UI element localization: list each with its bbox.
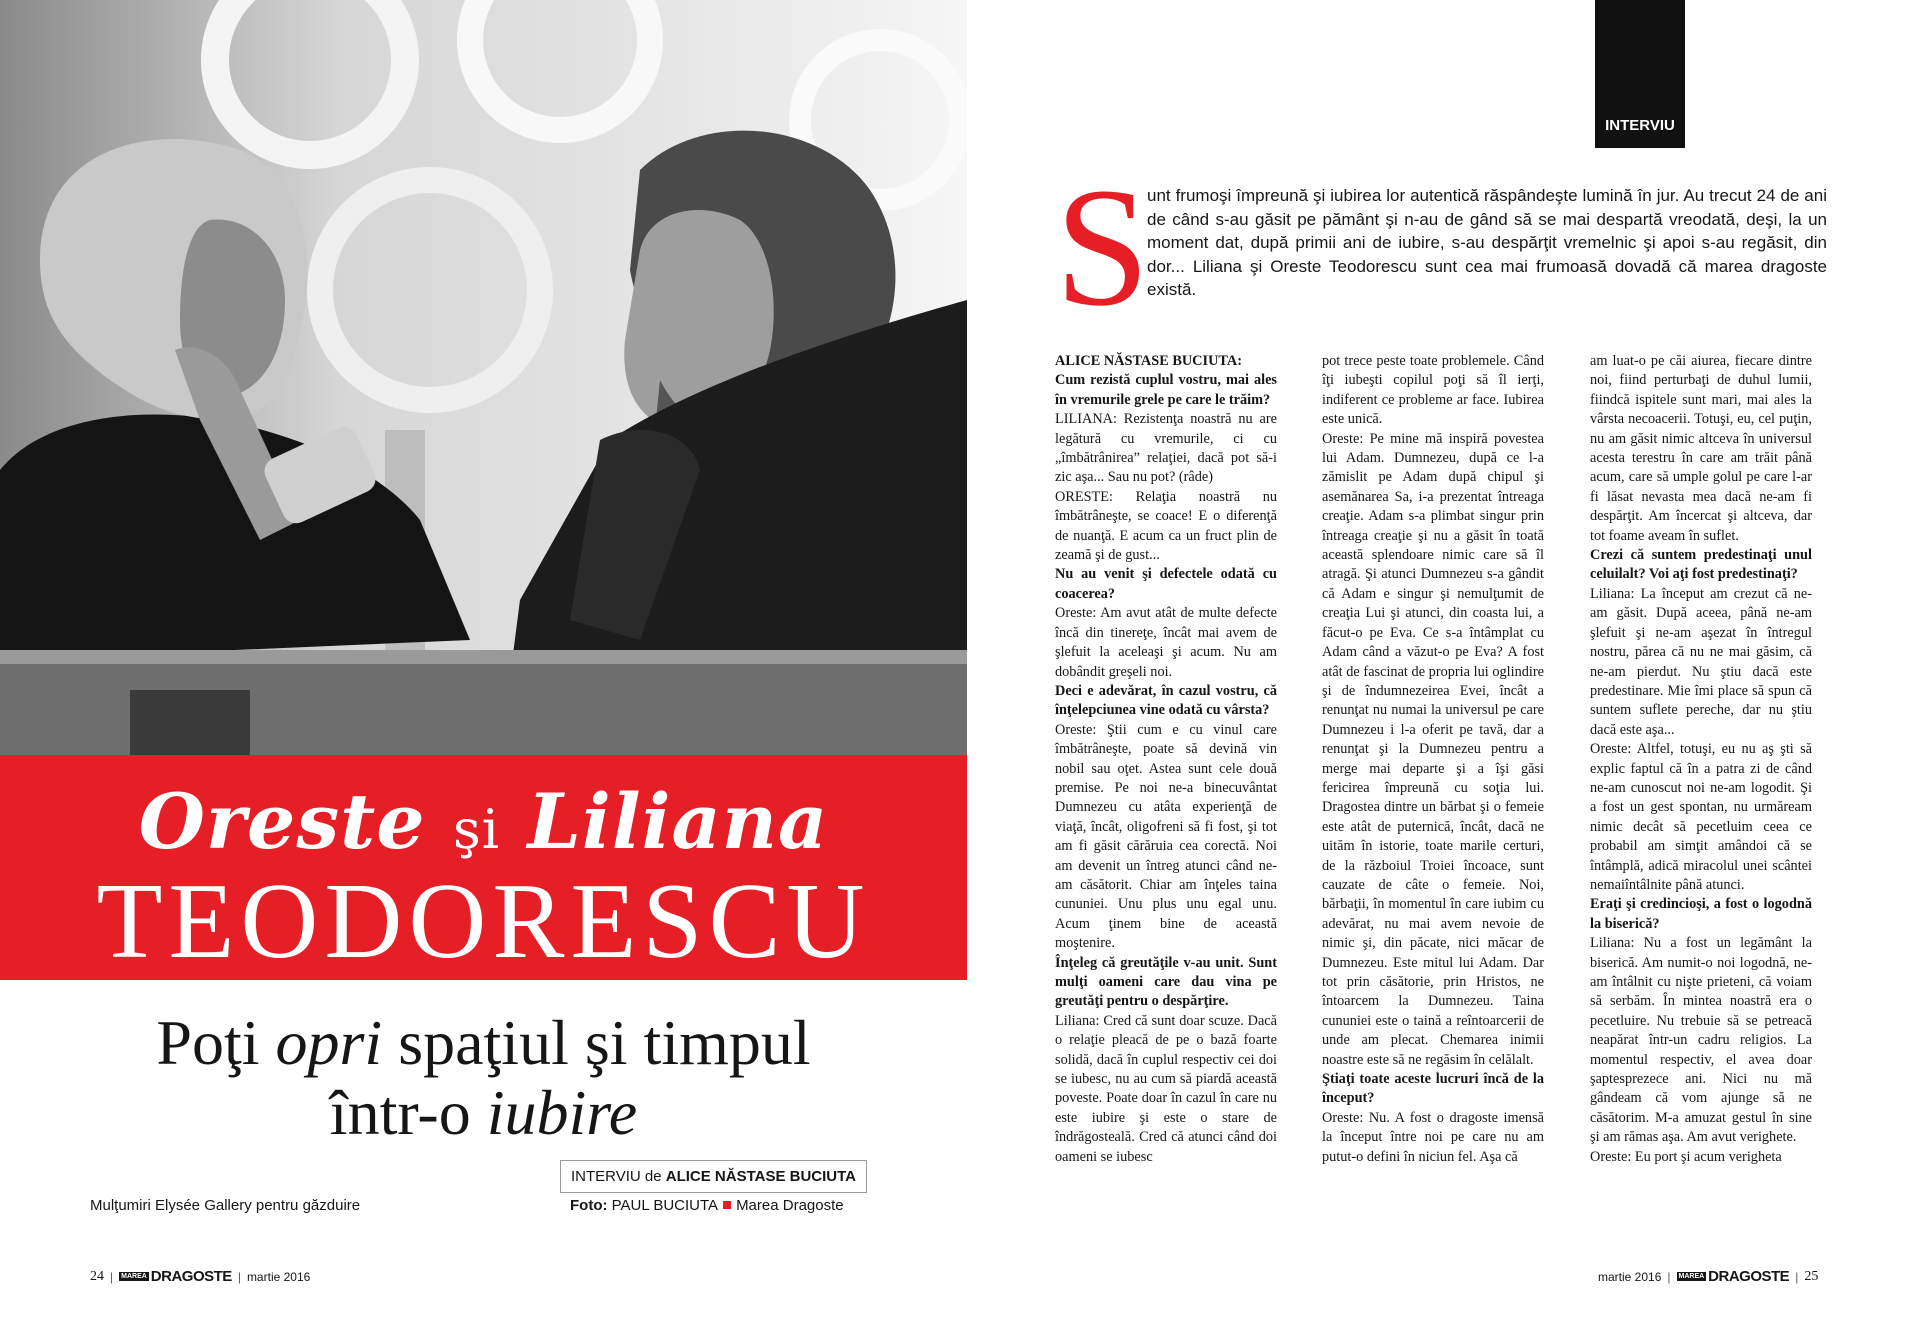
subtitle-text: Poţi (156, 1007, 276, 1078)
interview-question: ALICE NĂSTASE BUCIUTA: (1055, 353, 1242, 369)
title-conjunction: şi (453, 798, 501, 861)
photo-author: PAUL BUCIUTA (611, 1197, 719, 1214)
page-number: 25 (1804, 1268, 1819, 1284)
credit-prefix: INTERVIU de (570, 1168, 666, 1185)
interview-question: Eraţi şi credincioşi, a fost o logodnă la biserică? (1590, 896, 1812, 932)
title-names (0, 777, 967, 866)
logo-mark: MAREA (1678, 1273, 1705, 1280)
subtitle-text: spaţiul şi timpul (382, 1007, 811, 1078)
issue-date: martie 2016 (246, 1269, 311, 1284)
interview-answer: Liliana: La început am crezut că ne-am găsit. După aceea, până ne-am şlefuit şi ne-am aşezat în întregul nostru, părea că nu ne mai găsim, că ne-am pierdut. Nu ştiu dacă este predestinare. Mie îmi place să spun că suntem suflete pereche, dar nu ştiu dacă este aşa... (1590, 585, 1812, 738)
footer-divider: | (110, 1269, 114, 1284)
logo-mark: MAREA (121, 1273, 147, 1280)
interview-answer: ORESTE: Relaţia noastră nu îmbătrâneşte, se coace! E o diferenţă de nuanţă. E acum ca un fruct plin de zeamă şi de gust... (1055, 488, 1277, 564)
couple-photo (0, 0, 967, 755)
subtitle-text: într-o (329, 1077, 487, 1148)
title-first-name: Oreste (138, 777, 426, 866)
page-number: 24 (90, 1268, 104, 1284)
article-subtitle (0, 1008, 967, 1148)
logo-word: DRAGOSTE (1708, 1268, 1790, 1285)
interview-answer: pot trece peste toate problemele. Când îţi iubeşti copilul poţi să îl ierţi, indiferent ce probleme ar face. Iubirea este unică. (1322, 353, 1544, 428)
footer-divider: | (1795, 1269, 1799, 1284)
intro-text: unt frumoşi împreună şi iubirea lor autentică răspândeşte lumină în jur. Au trecut 24 de ani de când s-au găsit pe pământ şi n-au de gând să se mai despartă vreodată, deşi, la un moment dat, după primii ani de iubire, s-au despărţit vremelnic şi apoi s-au regăsit, din dor... Liliana şi Oreste Teodorescu sunt cea mai frumoasă dovadă că marea dragoste există. (1147, 186, 1827, 299)
interview-question: Deci e adevărat, în cazul vostru, că înţelepciunea vine odată cu vârsta? (1055, 682, 1277, 719)
interview-question: Crezi că suntem predestinaţi unul celuilalt? Voi aţi fost predestinaţi? (1590, 547, 1812, 583)
magazine-logo (1677, 1268, 1790, 1285)
title-surname: TEODORESCU (96, 862, 871, 981)
photo-source: Marea Dragoste (736, 1197, 844, 1214)
drop-cap: S (1055, 153, 1150, 341)
photo-illustration (0, 0, 967, 755)
footer-divider: | (237, 1269, 241, 1284)
interview-answer: am luat-o pe căi aiurea, fiecare dintre noi, fiind perturbaţi de duhul lumii, fiindcă ispitele sunt mari, mai ales la vârsta necoacerii. Totuşi, eu, cel puţin, nu am găsit nimic altceva în universul acesta terestru în care am trăit până acum, care să umple golul pe care l-ar fi lăsat nevasta mea dacă ne-am fi despărţit. Am încercat şi altceva, dar tot foame aveam în suflet. (1590, 353, 1812, 544)
section-tag-label: INTERVIU (1605, 117, 1675, 134)
text-column-2 (1322, 352, 1544, 1222)
interview-answer: Oreste: Am avut atât de multe defecte încă din tinereţe, încât mai avem de şlefuit la aceleaşi şi acum. Nu am dobândit greşeli noi. (1055, 605, 1277, 680)
section-tag (1595, 0, 1685, 148)
interview-question: Înţeleg că greutăţile v-au unit. Sunt mulţi oameni care dau vina pe greutăţi pentru o despărţire. (1055, 954, 1277, 1010)
interview-answer: Oreste: Ştii cum e cu vinul care îmbătrâneşte, poate să devină vin nobil sau oţet. Astea sunt cele două premise. Pe noi ne-a binecuvântat Dumnezeu cu atâta experienţă de viaţă, încât, oligofreni să fi fost, şi tot am fi găsit cărăruia cea corectă. Noi am devenit un întreg atunci când ne-am căsătorit. Chiar am înţeles taina cununiei. Unu plus unu egal unu. Acum ţinem bine de această moştenire. (1055, 721, 1277, 952)
text-column-3 (1590, 352, 1812, 1222)
interview-question: Ştiaţi toate aceste lucruri încă de la început? (1322, 1071, 1544, 1107)
footer-left (90, 1268, 310, 1285)
issue-date: martie 2016 (1598, 1269, 1662, 1284)
title-second-name: Liliana (527, 777, 829, 866)
interview-question: Cum rezistă cuplul vostru, mai ales în vremurile grele pe care le trăim? (1055, 372, 1277, 408)
interview-answer: Liliana: Nu a fost un legământ la biserică. Am numit-o noi logodnă, ne-am întâlnit cu nişte prieteni, că voiam să serbăm. În mintea noastră era o pecetluire. Nu trebuie să se petreacă neapărat într-un cadru religios. La momentul respectiv, el avea doar şaptesprezece ani. Nici nu mă gândeam că vom ajunge să ne căsătorim. M-a amuzat gestul în sine şi am rămas aşa. Am avut verighete. (1590, 935, 1812, 1146)
subtitle-line-1 (0, 1008, 967, 1078)
interview-answer: LILIANA: Rezistenţa noastră nu are legătură cu vremurile, ci cu „îmbătrânirea” relaţiei, dacă pot să-i zic aşa... Sau nu pot? (râde) (1055, 411, 1277, 486)
red-square-icon (723, 1201, 731, 1209)
footer-right (1598, 1268, 1818, 1285)
title-band (0, 755, 967, 980)
interview-answer: Oreste: Nu. A fost o dragoste imensă la început între noi pe care nu am putut-o defini în niciun fel. Aşa că (1322, 1109, 1544, 1165)
logo-word: DRAGOSTE (150, 1268, 232, 1285)
article-intro (1147, 184, 1827, 302)
interview-answer: Liliana: Cred că sunt doar scuze. Dacă o relaţie pleacă de pe o bază foarte solidă, dacă în cuplul respectiv cei doi se iubesc, nu au cum să piardă această poveste. Poate doar în cazul în care nu este iubire şi este o stare de îndrăgosteală. Cred că atunci când doi oameni se iubesc (1055, 1012, 1277, 1165)
magazine-logo (119, 1268, 232, 1285)
interview-answer: Oreste: Eu port şi acum verigheta (1590, 1148, 1782, 1165)
photo-label: Foto: (570, 1197, 608, 1214)
footer-divider: | (1667, 1269, 1671, 1284)
interview-answer: Oreste: Altfel, totuşi, eu nu aş şti să explic faptul că în a patra zi de când ne-am cunoscut noi ne-am logodit. Şi a fost un gest spontan, nu urmăream nimic decât să pecetluim ceea ce probabil am simţit amândoi că se întâmplă, adică miracolul unei scântei nemaiîntâlnite până atunci. (1590, 741, 1812, 893)
subtitle-emphasis: opri (275, 1007, 383, 1078)
interview-credit (560, 1160, 867, 1193)
interview-question: Nu au venit şi defectele odată cu coacerea? (1055, 566, 1277, 602)
photo-credit (570, 1197, 844, 1214)
thanks-note: Mulţumiri Elysée Gallery pentru găzduire (90, 1197, 361, 1214)
credit-author: ALICE NĂSTASE BUCIUTA (665, 1168, 857, 1185)
interview-answer: Oreste: Pe mine mă inspiră povestea lui Adam. Dumnezeu, după ce l-a zămislit pe Adam după chipul şi asemănarea Sa, i-a prezentat întreaga creaţie. Adam s-a plimbat singur prin întreaga creaţie şi nu a găsit în toată această splendoare nimic care să îl atragă. Şi atunci Dumnezeu s-a gândit că Adam e singur şi nemulţumit de creaţia Lui şi atunci, din coasta lui, a făcut-o pe Eva. Ce s-a întâmplat cu Adam când a văzut-o pe Eva? A fost atât de fascinat de propria lui oglindire şi de îndumnezeirea Evei, încât a renunţat nu numai la universul pe care Dumnezeu i l-a oferit pe tavă, dar a renunţat şi la Dumnezeu pentru a merge mai departe şi a îşi găsi fericirea împreună cu soţia lui. Dragostea dintre un bărbat şi o femeie este atât de puternică, încât, dacă ne uităm în istorie, toate marile certuri, de la războiul Troiei încoace, sunt cauzate de câte o femeie. Noi, bărbaţii, în momentul în care iubim cu adevărat, nu mai avem nevoie de nimic şi, din păcate, nici măcar de Dumnezeu. Este mitul lui Adam. Dar tot prin căsătorie, prin Hristos, ne întoarcem la Dumnezeu. Taina cununiei este o taină a reîntoarcerii de unde am plecat. Chemarea inimii noastre este să ne regăsim în celălalt. (1322, 430, 1544, 1068)
subtitle-line-2 (0, 1078, 967, 1148)
subtitle-emphasis: iubire (486, 1077, 638, 1148)
text-column-1 (1055, 352, 1277, 1222)
